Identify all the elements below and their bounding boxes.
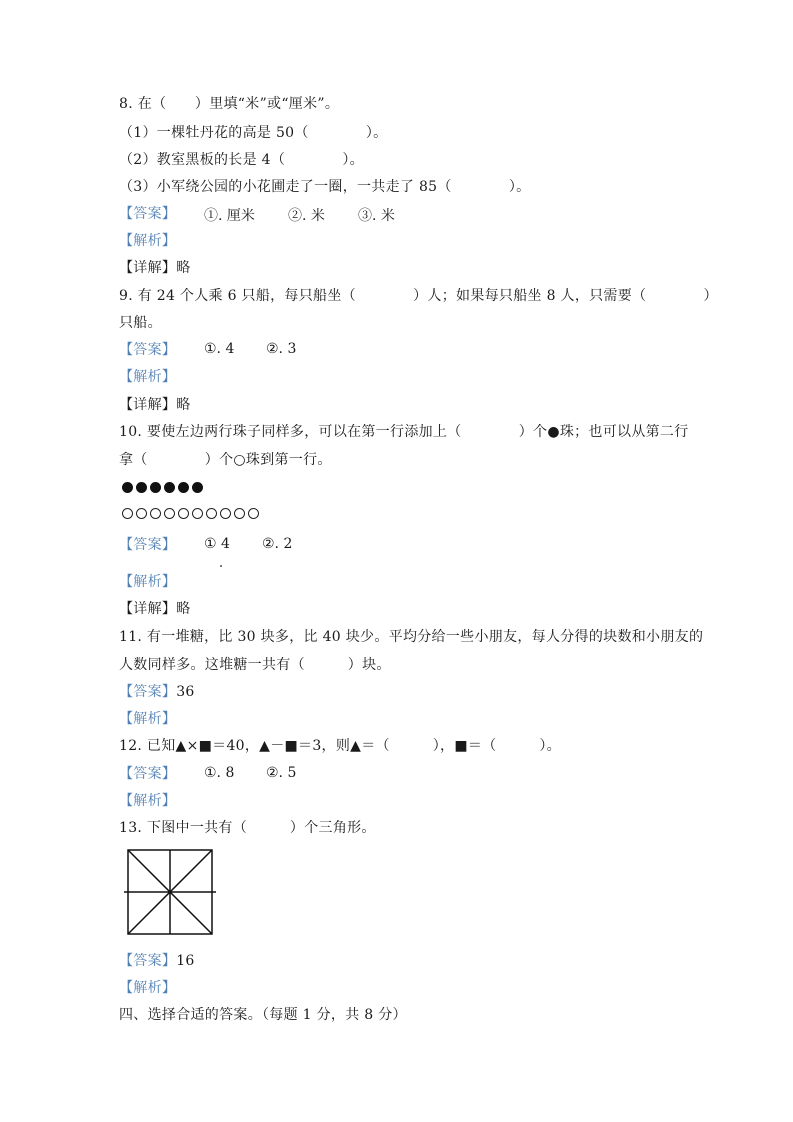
answer-label: 【答案】 [119,342,177,358]
section4-heading: 四、选择合适的答案。（每题 1 分，共 8 分） [119,1007,407,1023]
q8-sub1: （1）一棵牡丹花的高是 50（ ）。 [119,125,388,141]
q8-analysis [119,232,176,250]
q13-answer-row [119,952,195,970]
q12-stem: 12. 已知▲×■＝40，▲－■＝3，则▲＝（ ），■＝（ ）。 [119,738,561,754]
q8-answer-3: ③. 米 [358,208,395,224]
answer-label: 【答案】 [119,953,177,969]
empty-bead-icon [192,508,203,519]
detail-label: 【详解】 [119,601,177,617]
q9-detail [119,396,191,414]
empty-bead-icon [220,508,231,519]
q9-analysis [119,368,176,386]
filled-bead-row [122,482,203,493]
empty-bead-icon [136,508,147,519]
detail-label: 【详解】 [119,397,177,413]
analysis-label: 【解析】 [119,574,177,590]
triangle-figure [124,848,218,938]
q8-answer-2: ②. 米 [288,208,325,224]
analysis-label: 【解析】 [119,233,177,249]
q8-answer-row [119,205,176,223]
filled-bead-icon [136,482,147,493]
q11-line1: 11. 有一堆糖，比 30 块多，比 40 块少。平均分给一些小朋友，每人分得的块数和小朋友的 [119,629,704,645]
q8-sub2: （2）教室黑板的长是 4（ ）。 [119,152,364,168]
filled-bead-icon [150,482,161,493]
q12-answer-2: ②. 5 [266,765,297,781]
q10-answer-row [119,536,176,554]
q11-analysis [119,710,176,728]
filled-bead-icon [192,482,203,493]
answer-label: 【答案】 [119,537,177,553]
q10-detail [119,600,191,618]
detail-label: 【详解】 [119,260,177,276]
q13-answer: 16 [176,953,195,969]
detail-text: 略 [176,397,191,413]
answer-label: 【答案】 [119,206,177,222]
answer-label: 【答案】 [119,684,177,700]
empty-bead-icon [150,508,161,519]
q9-answer-1: ①. 4 [204,341,235,357]
q8-stem: 8. 在（ ）里填“米”或“厘米”。 [119,96,340,112]
detail-text: 略 [176,601,191,617]
analysis-label: 【解析】 [119,369,177,385]
analysis-label: 【解析】 [119,711,177,727]
q12-answer-1: ①. 8 [204,765,235,781]
analysis-label: 【解析】 [119,793,177,809]
empty-bead-icon [248,508,259,519]
q10-answer-1: ① 4 [204,536,230,552]
filled-bead-icon [122,482,133,493]
q11-answer-row [119,683,195,701]
q10-line1: 10. 要使左边两行珠子同样多，可以在第一行添加上（ ）个●珠；也可以从第二行 [119,424,689,440]
q9-line1: 9. 有 24 个人乘 6 只船，每只船坐（ ）人；如果每只船坐 8 人，只需要（ ） [119,288,718,304]
q8-answer-1: ①. 厘米 [204,208,255,224]
empty-bead-icon [122,508,133,519]
q8-detail [119,259,191,277]
q11-line2: 人数同样多。这堆糖一共有（ ）块。 [119,657,391,673]
answer-label: 【答案】 [119,766,177,782]
empty-bead-row [122,508,259,519]
filled-bead-icon [178,482,189,493]
q10-analysis [119,573,176,591]
q8-sub3: （3）小军绕公园的小花圃走了一圈，一共走了 85（ ）。 [119,179,531,195]
q13-stem: 13. 下图中一共有（ ）个三角形。 [119,820,376,836]
empty-bead-icon [234,508,245,519]
q9-answer-2: ②. 3 [266,341,297,357]
q12-analysis [119,792,176,810]
empty-bead-icon [164,508,175,519]
empty-bead-icon [178,508,189,519]
q10-line2: 拿（ ）个○珠到第一行。 [119,452,332,468]
stray-dot [220,565,222,567]
detail-text: 略 [176,260,191,276]
q10-answer-2: ②. 2 [262,536,293,552]
analysis-label: 【解析】 [119,980,177,996]
q9-answer-row [119,341,176,359]
q9-line2: 只船。 [119,315,162,331]
q13-analysis [119,979,176,997]
filled-bead-icon [164,482,175,493]
q11-answer: 36 [176,684,195,700]
empty-bead-icon [206,508,217,519]
q12-answer-row [119,765,176,783]
